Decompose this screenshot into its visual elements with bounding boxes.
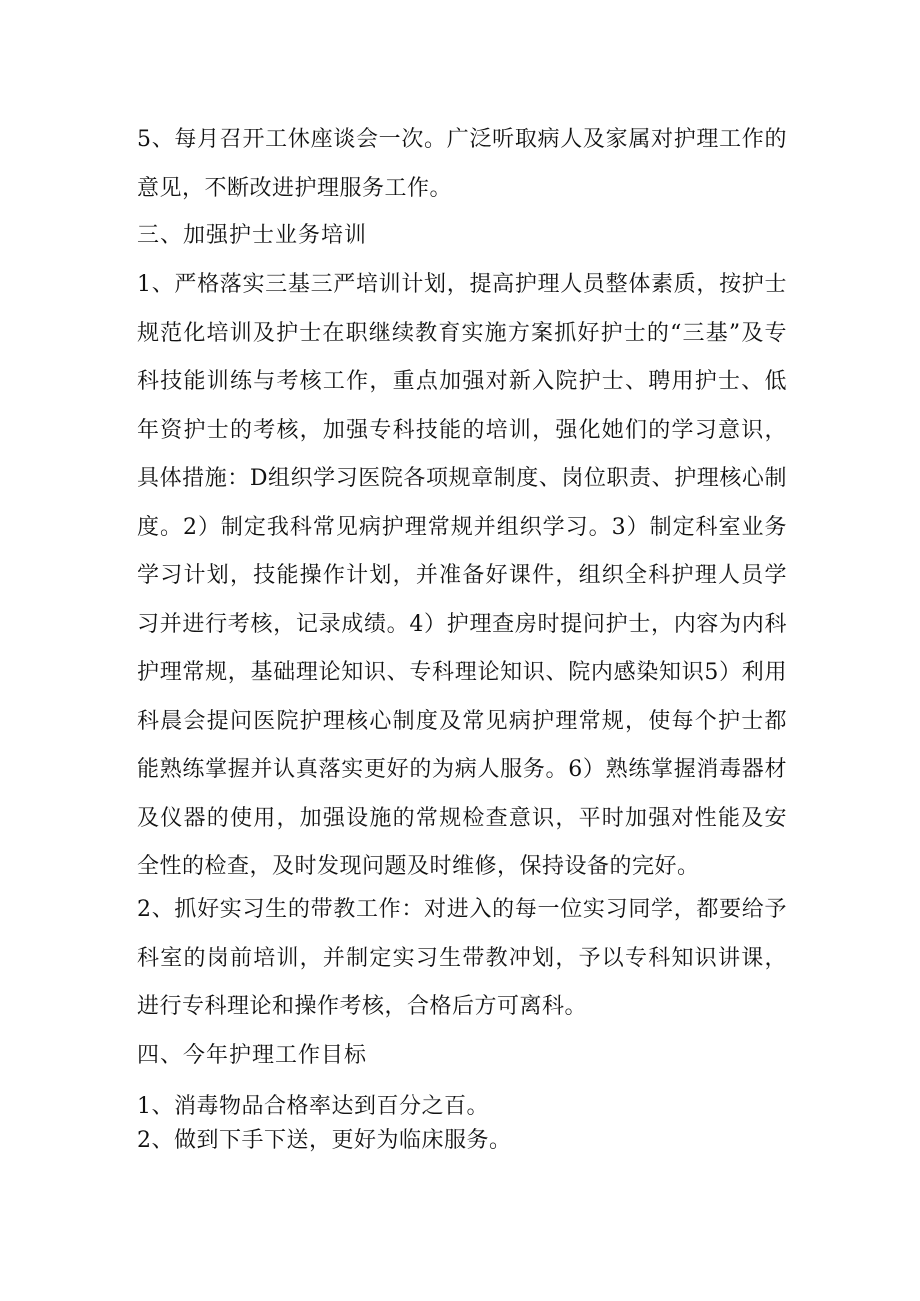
paragraph-training-plan: 1、严格落实三基三严培训计划，提高护理人员整体素质，按护士规范化培训及护士在职继续教育实施方案抓好护士的“三基”及专科技能训练与考核工作，重点加强对新入院护士、聘用护士、低年资护士的考核，加强专科技能的培训，强化她们的学习意识，具体措施：D组织学习医院各项规章制度、岗位职责、护理核心制度。2）制定我科常见病护理常规并组织学习。3）制定科室业务学习计划，技能操作计划，并准备好课件，组织全科护理人员学习并进行考核，记录成绩。4）护理查房时提问护士，内容为内科护理常规，基础理论知识、专科理论知识、院内感染知识5）利用科晨会提问医院护理核心制度及常见病护理常规，使每个护士都能熟练掌握并认真落实更好的为病人服务。6）熟练掌握消毒器材及仪器的使用，加强设施的常规检查意识，平时加强对性能及安全性的检查，及时发现问题及时维修，保持设备的完好。 [137, 272, 787, 879]
goal-item-delivery: 2、做到下手下送，更好为临床服务。 [137, 1128, 512, 1153]
section-heading-training: 三、加强护士业务培训 [137, 223, 368, 248]
paragraph-intern-teaching: 2、抓好实习生的带教工作：对进入的每一位实习同学，都要给予科室的岗前培训，并制定实习生带教冲划，予以专科知识讲课，进行专科理论和操作考核，合格后方可离科。 [137, 897, 787, 1019]
goal-item-disinfection: 1、消毒物品合格率达到百分之百。 [137, 1094, 489, 1119]
section-heading-goals: 四、今年护理工作目标 [137, 1043, 368, 1068]
paragraph-monthly-meeting: 5、每月召开工休座谈会一次。广泛听取病人及家属对护理工作的意见，不断改进护理服务工作。 [137, 127, 787, 201]
